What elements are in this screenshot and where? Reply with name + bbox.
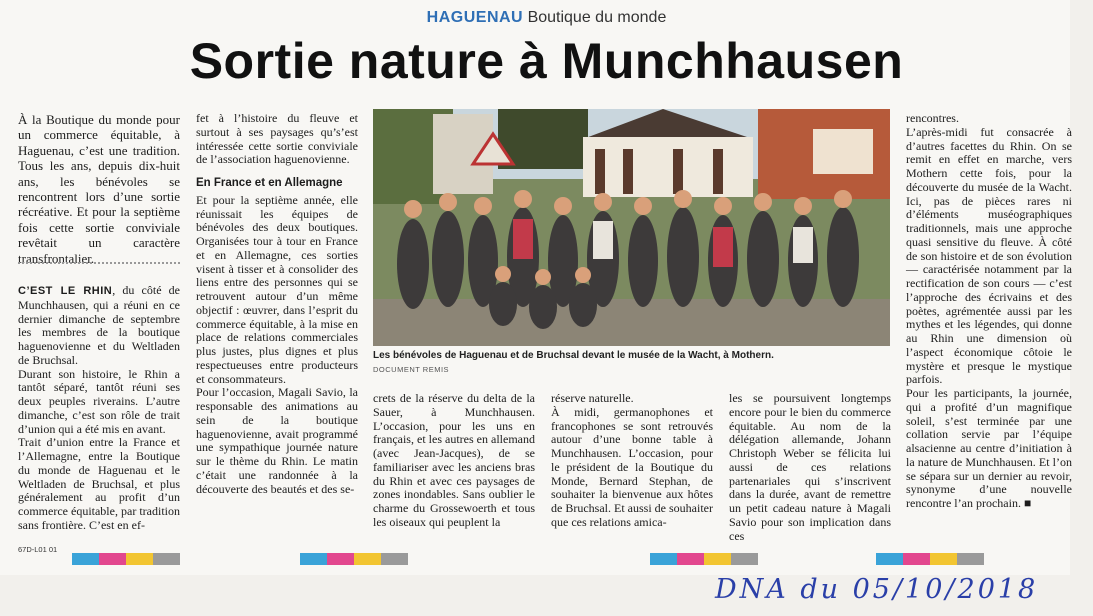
group-photo [373,109,890,346]
opening-caps: C’EST LE RHIN [18,285,113,297]
paragraph: Pour les participants, la journée, qui a profité d’un magnifique soleil, s’est terminée par une collation servie par l’équipe alsacienne au centre d’initiation à la nature de Munchhausen. Et l’on se sépara sur un dernier au revoir, synonyme d’une nouvelle rencontre l’an prochain. ■ [906,386,1072,510]
column-1-body [18,284,180,533]
column-1 [18,112,180,266]
paragraph: crets de la réserve du delta de la Sauer, à Munchhausen. L’occasion, pour les uns en français, et les autres en allemand (avec Jean-Jacques), de se familiariser avec les anciens bras du Rhin et avec ces paysages de zones inondables. Sans oublier le charme du Grossewoerth et tous les oiseaux qui peuplent la [373,391,535,529]
column-3 [373,392,535,530]
paragraph: rencontres. [906,111,959,125]
paragraph: C’EST LE RHIN, du côté de Munchhausen, qui a réuni en ce dernier dimanche de septembre les membres de la boutique haguenovienne et du Weltladen de Bruchsal. [18,283,181,367]
registration-bar [650,553,758,565]
registration-bar [300,553,408,565]
paragraph: fet à l’histoire du fleuve et surtout à ses paysages qu’s’est intéressée cette sortie conviviale de l’association haguenovienne. [196,111,358,167]
paragraph: L’après-midi fut consacrée à d’autres facettes du Rhin. On se remit en effet en marche, vers Mothern cette fois, pour la découverte du musée de la Wacht. Ici, pas de pièces rares ni d’éléments muséographiques traditionnels, mais une approche quasi sensitive du fleuve. À côté de son histoire et de son évolution — caractérisée notamment par la rectification de son cours — c’est l’approche des écrivains et des poètes, agrémentée aussi par les mythes et les légendes, qui donne au Rhin une dimension où l’aspect économique côtoie le mystère et presque le mystique parfois. [906,124,1072,387]
column-6 [906,112,1072,511]
kicker-city: HAGUENAU [426,9,524,26]
column-4 [551,392,713,530]
paragraph: Trait d’union entre la France et l’Allemagne, entre la Boutique du monde de Haguenau et le Weltladen de Bruchsal, et plus généralement au profit d’un commerce équitable, par tradition sans frontière. C’est en ef- [18,435,180,532]
registration-bar [876,553,984,565]
registration-bar [72,553,180,565]
photo-caption: Les bénévoles de Haguenau et de Bruchsal devant le musée de la Wacht, à Mothern. [373,350,774,361]
photo-credit: DOCUMENT REMIS [373,365,450,374]
article-kicker [0,9,1093,27]
lead-paragraph: À la Boutique du monde pour un commerce équitable, à Haguenau, c’est une tradition. Tous les ans, depuis dix-huit ans, les bénévoles se rencontrent lors d’une sortie récréative. Et pour la septième fois cette sortie conviviale revêtait un caractère transfrontalier. [18,112,180,266]
dotted-divider [18,262,180,264]
paragraph: les se poursuivent longtemps encore pour le bien du commerce équitable. Au nom de la délégation allemande, Johann Christoph Weber se félicita lui aussi de ces relations partenariales qui s’inscrivent dans la durée, avant de remettre un petit cadeau nature à Magali Savio pour son implication dans ces [729,391,891,543]
page-code: 67D-L01 01 [18,545,58,554]
handwritten-date-note: DNA du 05/10/2018 [715,574,1039,605]
headline: Sortie nature à Munchhausen [189,33,904,89]
photo-illustration [373,109,890,346]
column-5 [729,392,891,543]
paragraph: À midi, germanophones et francophones se sont retrouvés autour d’une bonne table à Munchhausen. L’occasion, pour le président de la Boutique du Monde, Bernard Stephan, de souhaiter la bienvenue aux hôtes de Bruchsal. Et aussi de souhaiter que ces relations amica- [551,404,713,529]
paragraph: réserve naturelle. [551,391,634,405]
column-2 [196,112,358,496]
kicker-subtitle: Boutique du monde [527,9,667,26]
paragraph: Et pour la septième année, elle réunissait les équipes de bénévoles des deux boutiques. Organisées tour à tour en France et en Allemagne, ces sorties visent à tisser et à consolider des liens entre des personnes qui se retrouvent autour d’un même objectif : œuvrer, dans l’esprit du commerce équitable, à la mise en place de relations commerciales plus justes, plus dignes et plus respectueuses entre producteurs et consommateurs. [196,192,358,386]
subheading: En France et en Allemagne [196,177,343,189]
paragraph: Durant son histoire, le Rhin a tantôt séparé, tantôt réuni ses deux peuples riverains. L’autre dimanche, c’est son rôle de trait d’union qui a été mis en avant. [18,366,180,436]
paragraph: Pour l’occasion, Magali Savio, la responsable des animations au sein de la boutique haguenovienne, avait programmé une sympathique journée nature sur le thème du Rhin. Le matin c’était une randonnée à la découverte des beautés et des se- [196,385,358,496]
